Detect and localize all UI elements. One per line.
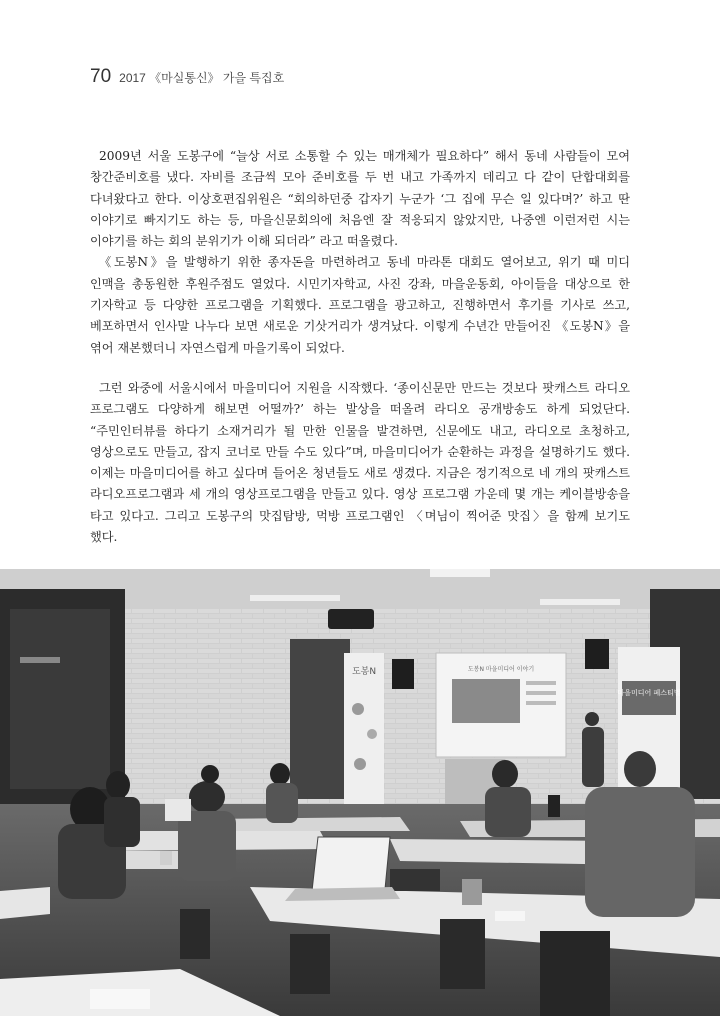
paragraph-1: 2009년 서울 도봉구에 “늘상 서로 소통할 수 있는 매개체가 필요하다” 해서 동네 사람들이 모여 창간준비호를 냈다. 자비를 조금씩 모아 준비호를 두 번 내고 가족까지 데리고 다 같이 단합대회를 다녀왔다고 한다. 이상호편집위원은 “회의하던중 갑자기 누군가 ‘그 집에 무슨 일 있다며?’ 하고 딴 이야기로 빠지기도 하는 등, 마을신문회의에 처음엔 잘 적응되지 않았지만, 나중엔 이런저런 시는 이야기를 하는 회의 분위기가 이해 되더라” 라고 떠올렸다. (90, 149, 630, 249)
paragraph-3: 그런 와중에 서울시에서 마을미디어 지원을 시작했다. ‘종이신문만 만드는 것보다 팟캐스트 라디오 프로그램도 다양하게 해보면 어떨까?’ 하는 발상을 떠올려 라디오 공개방송도 하게 되었단다. “주민인터뷰를 하다기 소재거리가 될 만한 인물을 발견하면, 신문에도 내고, 라디오로 초청하고, 영상으로도 만들고, 잡지 코너로 만들 수도 있다”며, 마을미디어가 순환하는 과정을 설명하기도 했다. 이제는 마을미디어를 하고 싶다며 들어온 청년들도 새로 생겼다. 지금은 정기적으로 네 개의 팟캐스트 라디오프로그램과 세 개의 영상프로그램을 만들고 있다. 영상 프로그램 가운데 몇 개는 케이블방송을 타고 있다고. 그리고 도봉구의 맛집탐방, 먹방 프로그램인 〈며님이 찍어준 맛집〉을 함께 보기도 했다. (90, 380, 630, 545)
banner-center-text: 도봉N (351, 667, 377, 677)
paragraph-2: 《도봉N》을 발행하기 위한 종자돈을 마련하려고 동네 마라톤 대회도 열어보고, 위기 때 미디 인맥을 총동원한 후원주점도 열었다. 시민기자학교, 사진 강좌, 마을운동회, 아이들을 대상으로 한 기자학교 등 다양한 프로그램을 기획했다. 프로그램을 광고하고, 진행하면서 후기를 기사로 쓰고, 베포하면서 인사말 나누다 보면 새로운 기삿거리가 생겨났다. 이렇게 수년간 만들어진 《도봉N》을 엮어 재본했더니 자연스럽게 마을기록이 되었다. (90, 255, 630, 355)
classroom-photo (0, 569, 720, 1016)
page-number: 70 (90, 66, 112, 87)
article-body (90, 146, 630, 548)
banner-right-text: 마을미디어 페스티벌 (617, 689, 681, 697)
issue-title: 2017 《마실통신》 가을 특집호 (119, 71, 285, 85)
page-header (90, 66, 284, 88)
screen-title: 도봉N 마을미디어 이야기 (467, 666, 535, 673)
